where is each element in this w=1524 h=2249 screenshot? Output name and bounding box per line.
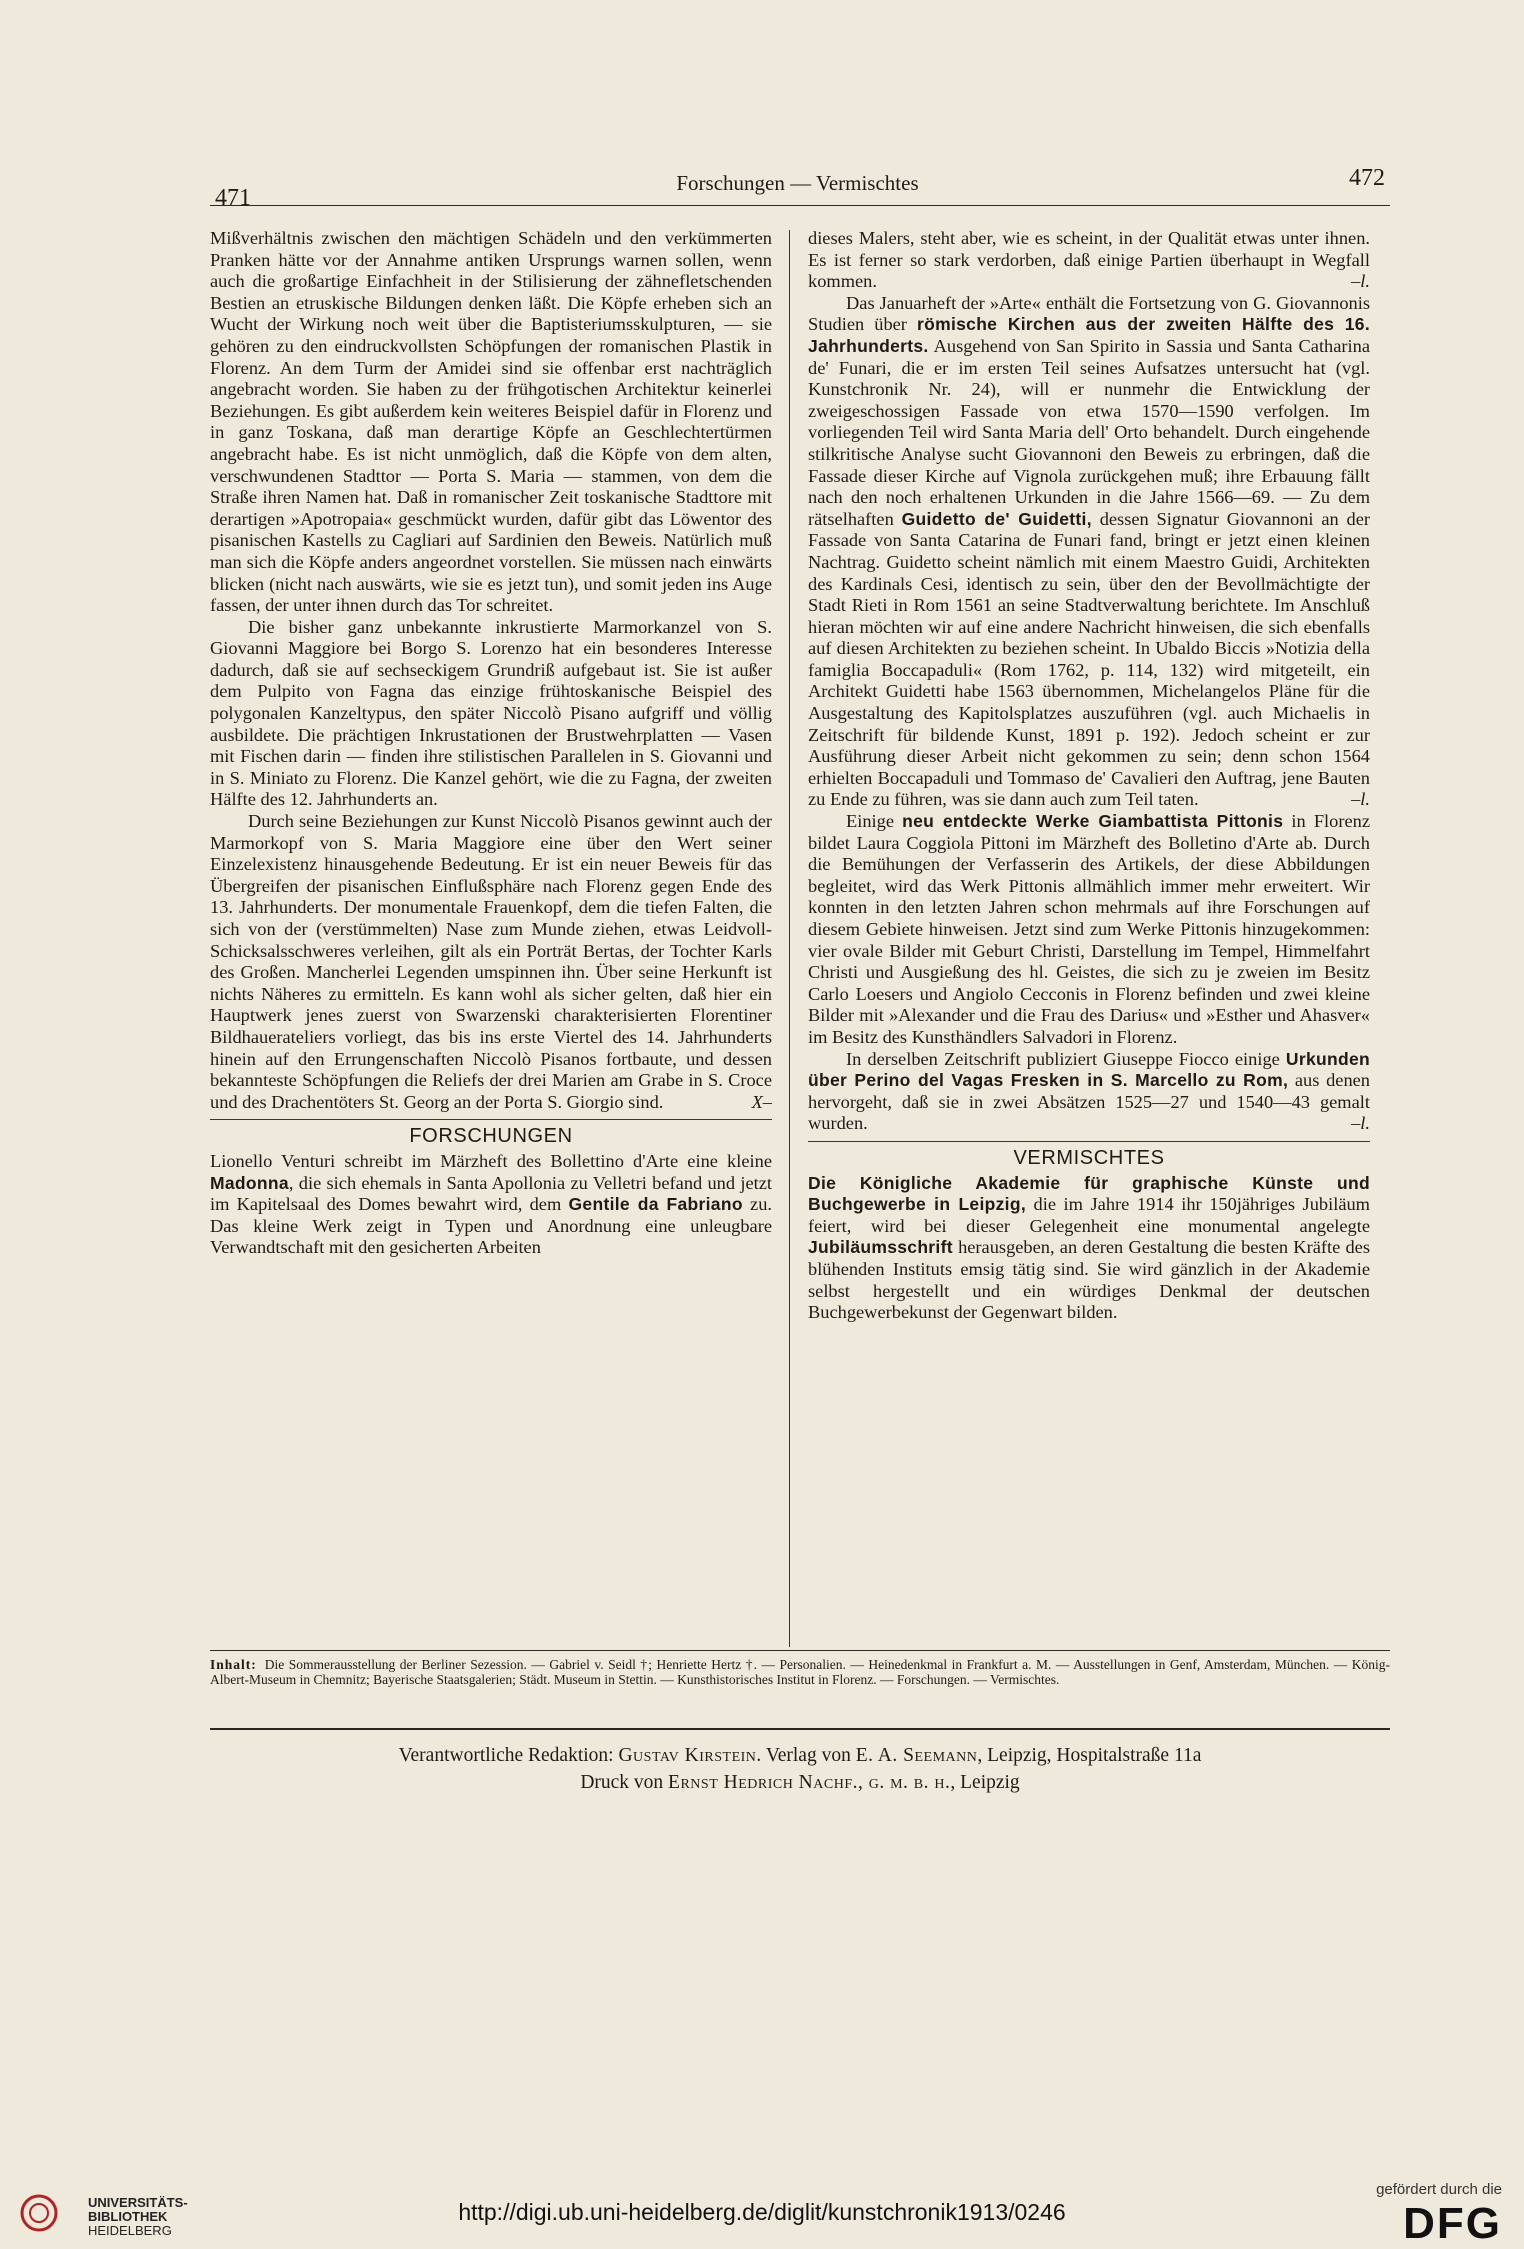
- page-number-right: 472: [1349, 165, 1385, 191]
- header-rule: [210, 205, 1390, 206]
- dfg-logo: DFG: [1403, 2199, 1502, 2248]
- source-url[interactable]: http://digi.ub.uni-heidelberg.de/diglit/kunstchronik1913/0246: [458, 2199, 1066, 2225]
- right-column: [808, 228, 1370, 1324]
- imprint: [210, 1728, 1390, 1796]
- running-title: Forschungen — Vermischtes: [676, 171, 919, 195]
- paragraph: Einige neu entdeckte Werke Giambattista Pittonis in Florenz bildet Laura Coggiola Pittoni im Märzheft des Bolletino d'Arte ab. Durch die Bemühungen der Verfasserin des Artikels, der diese Abbildungen begleitet, wird das Werk Pittonis allmählich immer mehr erweitert. Wir konnten in den letzten Jahren schon mehrmals auf ihre Forschungen auf diesem Gebiete hinweisen. Jetzt sind zum Werke Pittonis hinzugekommen: vier ovale Bilder mit Geburt Christi, Darstellung im Tempel, Himmelfahrt Christi und Ausgießung des hl. Geistes, die sich zu je zweien im Besitz Carlo Loesers und Angiolo Cecconis in Florenz befinden und zwei kleine Bilder mit »Alexander und die Frau des Darius« und »Esther und Ahasver« im Besitz des Kunsthändlers Salvadori in Florenz.: [808, 811, 1371, 1047]
- contents-text: Die Sommerausstellung der Berliner Sezession. — Gabriel v. Seidl †; Henriette Hertz †. — Personalien. — Heinedenkmal in Frankfurt a. M. — Ausstellungen in Genf, Amsterdam, München. — König-Albert-Museum in Chemnitz; Bayerische Staatsgalerien; Städt. Museum in Stettin. — Kunsthistorisches Institut in Florenz. — Forschungen. — Vermischtes.: [210, 1657, 1390, 1687]
- table-of-contents: [210, 1650, 1390, 1687]
- paragraph: dieses Malers, steht aber, wie es scheint, in der Qualität etwas unter ihnen. Es ist ferner so stark verdorben, daß einige Partien überhaupt in Wegfall kommen. –l.: [808, 228, 1370, 292]
- imprint-printer-line: Druck von Ernst Hedrich Nachf., g. m. b. h., Leipzig: [580, 1772, 1020, 1793]
- section-rule: [808, 1141, 1370, 1142]
- author-signature: –l.: [1351, 271, 1370, 292]
- column-divider: [789, 230, 790, 1647]
- paragraph: Lionello Venturi schreibt im Märzheft des Bollettino d'Arte eine kleine Madonna, die sich ehemals in Santa Apollonia zu Velletri befand und jetzt im Kapitelsaal des Domes bewahrt wird, dem Gentile da Fabriano zu. Das kleine Werk zeigt in Typen und Anordnung eine unleugbare Verwandtschaft mit den gesicherten Arbeiten: [210, 1150, 773, 1258]
- library-logo-text: UNIVERSITÄTS- BIBLIOTHEK HEIDELBERG: [88, 2195, 188, 2238]
- paragraph: In derselben Zeitschrift publiziert Giuseppe Fiocco einige Urkunden über Perino del Vagas Fresken in S. Marcello zu Rom, aus denen hervorgeht, daß sie in zwei Absätzen 1525—27 und 1540—43 gemalt wurden. –l.: [808, 1048, 1370, 1134]
- section-rule: [210, 1119, 772, 1120]
- paragraph: Mißverhältnis zwischen den mächtigen Schädeln und den verkümmerten Pranken hätte vor der Annahme antiken Ursprungs warnen sollen, wenn auch die großartige Einfachheit in der Stilisierung der zähnefletschenden Bestien an etruskische Bildungen denken läßt. Die Köpfe erheben sich an Wucht der Wirkung noch weit über die Baptisteriumsskulpturen, — sie gehören zu den eindruckvollsten Schöpfungen der romanischen Plastik in Florenz. An dem Turm der Amidei sind sie offenbar erst nachträglich angebracht worden. Sie haben zu der frühgotischen Architektur keinerlei Beziehungen. Es gibt außerdem kein weiteres Beispiel dafür in Florenz und in ganz Toskana, daß man derartige Köpfe an Geschlechtertürmen angebracht habe. Es ist nicht unmöglich, daß die Köpfe von dem alten, verschwundenen Stadttor — Porta S. Maria — stammen, von dem die Straße ihren Namen hat. Daß in romanischer Zeit toskanische Stadttore mit derartigen »Apotropaia« geschmückt wurden, dafür gibt das Löwentor des pisanischen Kastells zu Cagliari auf Sardinien den Beweis. Natürlich muß man sich die Köpfe anders angeordnet vorstellen. Sie müssen nach einwärts blicken (nicht nach auswärts, wie sie es jetzt tun), und somit jeden ins Auge fassen, der unter ihnen durch das Tor schreitet.: [210, 228, 772, 616]
- document-page: [205, 160, 1390, 1860]
- contents-label: Inhalt:: [210, 1657, 257, 1672]
- imprint-editorial-line: Verantwortliche Redaktion: Gustav Kirstein. Verlag von E. A. Seemann, Leipzig, Hospitalstraße 11a: [398, 1745, 1202, 1766]
- paragraph: Die Königliche Akademie für graphische Künste und Buchgewerbe in Leipzig, die im Jahre 1914 ihr 150jähriges Jubiläum feiert, wird bei dieser Gelegenheit eine monumental angelegte Jubiläumsschrift herausgeben, an deren Gestaltung die besten Kräfte des blühenden Instituts emsig tätig sind. Sie wird gänzlich in der Akademie selbst hergestellt und ein würdiges Denkmal der deutschen Buchgewerbekunst der Gegenwart bilden.: [808, 1172, 1370, 1323]
- running-header: [205, 165, 1390, 211]
- author-signature: –l.: [1351, 1113, 1370, 1134]
- paragraph: Durch seine Beziehungen zur Kunst Niccolò Pisanos gewinnt auch der Marmorkopf von S. Maria Maggiore eine über den Wert seiner Einzelexistenz hinausgehende Bedeutung. Er ist ein neuer Beweis für das Übergreifen der pisanischen Einflußsphäre nach Florenz gegen Ende des 13. Jahrhunderts. Der monumentale Frauenkopf, dem die tiefen Falten, die sich von der (verstümmelten) Nase zum Munde ziehen, etwas Leidvoll-Schicksalsschweres verleihen, gilt als ein Porträt Bertas, der Tochter Karls des Großen. Mancherlei Legenden umspinnen ihn. Über seine Herkunft ist nichts Näheres zu ermitteln. Es kann wohl als sicher gelten, daß hier ein Hauptwerk jenes zuerst von Swarzenski charakterisierten Florentiner Bildhauerateliers vorliegt, das bis ins erste Viertel des 14. Jahrhunderts hinein auf den Errungenschaften Niccolò Pisanos fortbaute, und dessen bekannteste Schöpfungen die Reliefs der drei Marien am Grabe in S. Croce und des Drachentöters St. Georg an der Porta S. Giorgio sind. X–: [210, 811, 772, 1112]
- paragraph: Die bisher ganz unbekannte inkrustierte Marmorkanzel von S. Giovanni Maggiore bei Borgo S. Lorenzo hat ein besonderes Interesse dadurch, daß sie auf sechseckigem Grundriß aufgebaut ist. Sie ist außer dem Pulpito von Fagna das einzige frühtoskanische Beispiel des polygonalen Kanzeltypus, den später Niccolò Pisano aufgriff und völlig ausbildete. Die prächtigen Inkrustationen der Brustwehrplatten — Vasen mit Fischen darin — finden ihre stilistischen Parallelen in S. Giovanni und in S. Miniato zu Florenz. Die Kanzel gehört, wie die zu Fagna, der zweiten Hälfte des 12. Jahrhunderts an.: [210, 616, 772, 810]
- author-signature: X–: [751, 1091, 772, 1112]
- section-heading-forschungen: FORSCHUNGEN: [409, 1125, 573, 1148]
- funding-caption: gefördert durch die: [1376, 2181, 1502, 2198]
- paragraph: Das Januarheft der »Arte« enthält die Fortsetzung von G. Giovannonis Studien über römische Kirchen aus der zweiten Hälfte des 16. Jahrhunderts. Ausgehend von San Spirito in Sassia und Santa Catharina de' Funari, die er im ersten Teil seines Aufsatzes untersucht hat (vgl. Kunstchronik Nr. 24), will er nunmehr die Entwicklung der zweigeschossigen Fassade von etwa 1570—1590 verfolgen. Im vorliegenden Teil wird Santa Maria dell' Orto behandelt. Durch eingehende stilkritische Analyse sucht Giovannoni den Beweis zu erbringen, daß die Fassade dieser Kirche auf Vignola zurückgehen muß; ihre Erbauung fällt nach den noch erhaltenen Urkunden in die Jahre 1566—69. — Zu dem rätselhaften Guidetto de' Guidetti, dessen Signatur Giovannoni an der Fassade von Santa Catarina de Funari fand, bringt er jetzt einen kleinen Nachtrag. Guidetto scheint nämlich mit einem Maestro Guidi, Architekten des Kardinals Cesi, identisch zu sein, über den der Bevollmächtigte der Stadt Rieti in Rom 1561 an seine Stadtverwaltung berichtete. Im Anschluß hieran möchten wir auf eine andere Nachricht hinweisen, die sich ebenfalls auf diesen Architekten zu beziehen scheint. In Ubaldo Biccis »Notizia della famiglia Boccapaduli« (Rom 1762, p. 114, 132) wird mitgeteilt, ein Architekt Guidetti habe 1563 übernommen, Michelangelos Pläne für die Ausgestaltung des Kapitolsplatzes auszuführen (vgl. auch Michaelis in Zeitschrift für bildende Kunst, 1891 p. 192). Jedoch scheint er zur Ausführung dieser Arbeit nicht gekommen zu sein; denn schon 1564 erhielten Boccapaduli und Tommaso de' Cavalieri den Auftrag, jene Bauten zu Ende zu führen, was sie dann auch zum Teil taten. –l.: [808, 292, 1371, 810]
- left-column: [210, 228, 772, 1259]
- section-heading-vermischtes: VERMISCHTES: [1013, 1146, 1165, 1169]
- page-number-left: 471: [215, 185, 251, 211]
- author-signature: –l.: [1351, 789, 1370, 810]
